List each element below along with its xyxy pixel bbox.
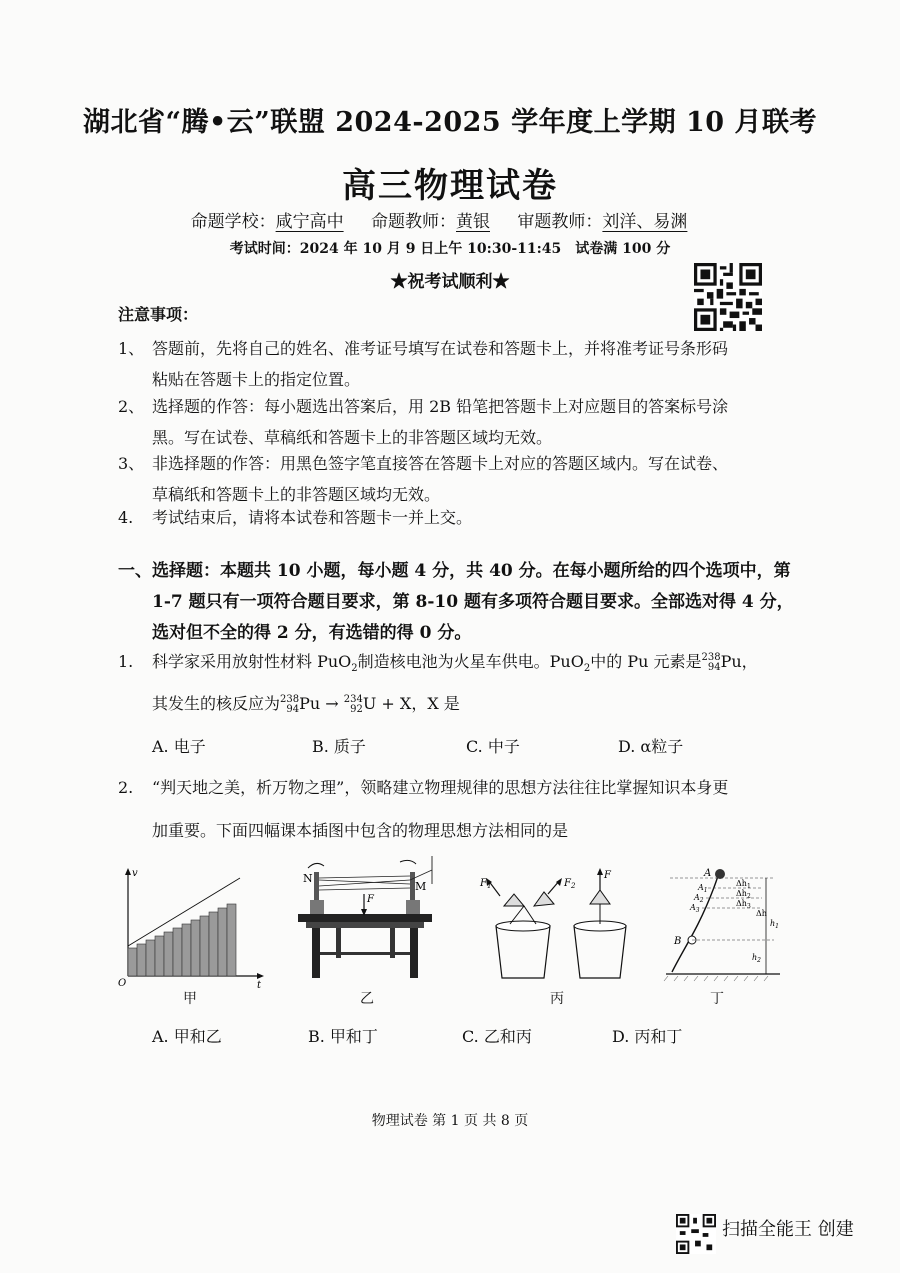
notice-item: 4. 考试结束后，请将本试卷和答题卡一并上交。 — [118, 508, 473, 527]
question-1-options — [0, 734, 900, 758]
svg-text:A1: $A_1$ — [698, 883, 708, 894]
svg-text:t: t — [257, 980, 262, 990]
figure-caption: 丁 — [710, 991, 724, 1007]
qr-code-icon — [694, 263, 762, 331]
setter-name: 黄银 — [456, 212, 490, 232]
option-c[interactable]: C. 中子 — [466, 737, 520, 756]
reviewer-name: 刘洋、易渊 — [602, 212, 688, 232]
notice-item: 1、 答题前，先将自己的姓名、准考证号填写在试卷和答题卡上，并将准考证号条形码 粘贴在答题卡上的指定位置。 — [118, 339, 729, 389]
figure-mirror-table — [292, 856, 442, 984]
question-2: 2. “判天地之美，析万物之理”，领略建立物理规律的思想方法往往比掌握知识本身更 加重要。下面四幅课本插图中包含的物理思想方法相同的是 — [118, 778, 729, 840]
svg-text:h2: $h_2$ — [752, 953, 761, 964]
setter-info — [0, 207, 900, 232]
svg-text:F2: $F_2$ — [564, 878, 576, 890]
svg-text:A: A — [704, 868, 712, 879]
notice-item: 3、 非选择题的作答：用黑色签字笔直接答在答题卡上对应的答题区域内。写在试卷、 草稿纸和答题卡上的非答题区域均无效。 — [118, 454, 729, 504]
svg-text:M: M — [415, 880, 427, 893]
exam-time: 考试时间：2024 年 10 月 9 日上午 10:30-11:45 试卷满 100 分 — [229, 241, 671, 257]
scanner-qr-icon — [676, 1214, 716, 1254]
subject-title: 高三物理试卷 — [342, 166, 558, 206]
option-b[interactable]: B. 质子 — [312, 737, 366, 756]
option-b[interactable]: B. 甲和丁 — [308, 1027, 378, 1046]
figure-caption: 乙 — [360, 991, 374, 1007]
svg-text:F: F — [367, 894, 374, 905]
figure-curve-heights — [662, 864, 792, 984]
svg-text:v: v — [132, 868, 138, 879]
figure-caption: 甲 — [183, 991, 197, 1007]
option-c[interactable]: C. 乙和丙 — [462, 1027, 532, 1046]
figure-caption: 丙 — [550, 991, 564, 1007]
figure-vt-graph — [116, 866, 266, 990]
svg-text:Δh: Δh — [756, 909, 767, 918]
school-name: 咸宁高中 — [275, 212, 344, 232]
notice-item: 2、 选择题的作答：每小题选出答案后，用 2B 铅笔把答题卡上对应题目的答案标号涂 黑。写在试卷、草稿纸和答题卡上的非答题区域均无效。 — [118, 397, 729, 447]
svg-text:A3: $A_3$ — [690, 903, 700, 914]
svg-text:F: F — [604, 870, 611, 881]
section-instructions: 一、选择题：本题共 10 小题，每小题 4 分，共 40 分。在每小题所给的四个选项中，第 1-7 题只有一项符合题目要求，第 8-10 题有多项符合题目要求。全部选对得 4 分， 选对但不全的得 2 分，有选错的得 0 分。 — [118, 561, 794, 643]
good-luck-text: ★祝考试顺利★ — [390, 272, 510, 292]
exam-title: 湖北省“腾•云”联盟 2024-2025 学年度上学期 10 月联考 — [83, 107, 817, 138]
option-a[interactable]: A. 甲和乙 — [152, 1027, 222, 1046]
scanner-watermark: 扫描全能王 创建 — [722, 1219, 854, 1240]
school-label: 命题学校： — [190, 212, 276, 232]
svg-text:O: O — [118, 978, 127, 989]
option-d[interactable]: D. 丙和丁 — [612, 1027, 683, 1046]
svg-text:Δh1: $\Delta h_1$ — [736, 879, 751, 890]
setter-label: 命题教师： — [371, 212, 456, 232]
svg-text:A2: $A_2$ — [694, 893, 704, 904]
option-a[interactable]: A. 电子 — [152, 737, 206, 756]
svg-text:h1: $h_1$ — [770, 919, 779, 930]
option-d[interactable]: D. α粒子 — [618, 737, 684, 756]
question-2-options — [0, 1024, 900, 1048]
question-1-reaction: 其发生的核反应为 238 94 Pu → 234 92 U + X，X 是 — [152, 693, 460, 715]
page-footer: 物理试卷 第 1 页 共 8 页 — [371, 1113, 529, 1129]
svg-text:Δh3: $\Delta h_3$ — [736, 899, 751, 910]
svg-text:Δh2: $\Delta h_2$ — [736, 889, 751, 900]
figure-bucket-forces — [470, 866, 630, 982]
svg-text:B: B — [674, 936, 682, 947]
svg-text:N: N — [303, 872, 313, 885]
question-1: 1. 科学家采用放射性材料 PuO$_2$制造核电池为火星车供电。PuO$_2$中的 Pu 元素是 238 94 Pu， — [118, 651, 758, 675]
svg-text:F1: $F_1$ — [480, 878, 492, 890]
notice-heading: 注意事项： — [118, 305, 199, 324]
reviewer-label: 审题教师： — [517, 212, 603, 232]
